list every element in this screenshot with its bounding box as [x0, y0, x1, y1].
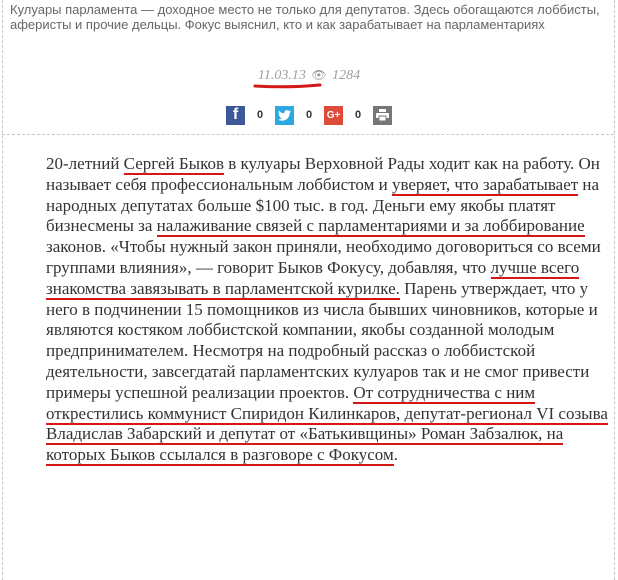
printer-icon [376, 109, 389, 121]
article-lead: Кулуары парламента — доходное место не только для депутатов. Здесь обогащаются лоббисты, аферисты и прочие дельцы. Фокус выяснил, кто и как зарабатывает на парламентариях [10, 2, 600, 32]
google-plus-share-count: 0 [354, 109, 362, 121]
article-text: Парень утверждает, что у него в подчинении 15 помощников из числа бывших чиновников, которые и являются костяком лоббистской компании, якобы созданной молодым предпринимателем. Несмотря на подробный рассказ о лоббистской деятельности, завсегдатай парламентских кулуаров так и не смог привести примеры успешной реализации проектов. [46, 278, 598, 402]
print-button[interactable] [373, 106, 392, 125]
twitter-icon [278, 110, 291, 121]
publish-date: 11.03.13 [257, 68, 306, 83]
highlighted-text: уверяет, что зарабатывает [391, 174, 579, 194]
frame-right-border [614, 0, 615, 580]
article-text: на народных депутатах больше $100 тыс. в год. Деньги ему якобы платят бизнесмены за [46, 174, 600, 236]
article-text: законов. «Чтобы нужный закон приняли, необходимо договориться со всеми группами влияния», — говорит Быков Фокусу, добавляя, что [46, 237, 601, 277]
twitter-share-count: 0 [305, 109, 313, 121]
highlighted-text: Сергей Быков [123, 154, 225, 173]
google-plus-share-button[interactable] [324, 106, 343, 125]
article-text: 20-летний [46, 154, 124, 173]
highlighted-text: От сотрудничества с ним открестились коммунист Спиридон Килинкаров, депутат-регионал VI созыва Владислав Забарский и депутат от «Батькивщины» Роман Забзалюк, на которых Быков ссылался в разговоре с Фокусом [46, 382, 608, 465]
facebook-share-button[interactable] [226, 106, 245, 125]
google-plus-icon: G+ [326, 109, 341, 121]
facebook-icon: f [232, 106, 239, 123]
facebook-share-count: 0 [256, 109, 264, 121]
highlighted-text: лучше всего знакомства завязывать в парламентской курилке. [46, 257, 580, 298]
eye-icon: 👁 [311, 68, 327, 82]
frame-left-border [2, 0, 3, 580]
article-text: в кулуары Верховной Рады ходит как на работу. Он называет себя профессиональным лоббистом и [46, 154, 600, 194]
share-bar [226, 105, 392, 125]
article-meta [0, 68, 618, 84]
article-body [46, 154, 612, 466]
section-divider [2, 134, 614, 135]
article-text: . [393, 445, 398, 465]
twitter-share-button[interactable] [275, 106, 294, 125]
view-count: 1284 [332, 68, 361, 83]
highlighted-text: налаживание связей с парламентариями и за лоббирование [156, 216, 585, 236]
